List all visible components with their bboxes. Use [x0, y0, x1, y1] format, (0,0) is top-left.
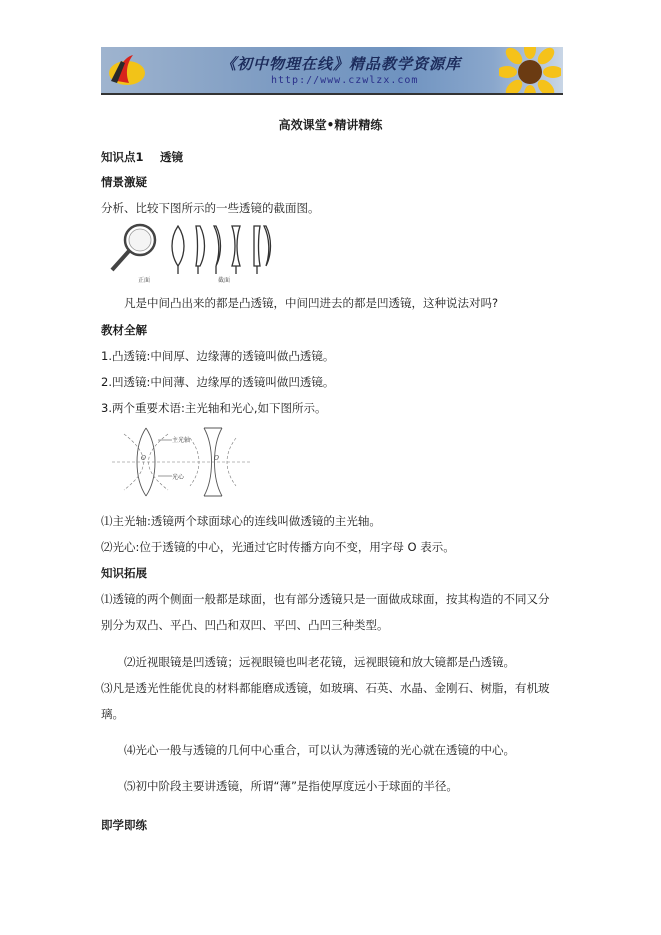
- banner-title: 《初中物理在线》精品教学资源库: [221, 55, 462, 73]
- extension-p3-line1: ⑶凡是透光性能优良的材料都能磨成透镜，如玻璃、石英、水晶、金刚石、树脂，有机玻: [101, 681, 550, 695]
- banner-rule: [101, 93, 563, 95]
- extension-p5: ⑸初中阶段主要讲透镜，所谓“薄”是指使厚度远小于球面的半径。: [124, 779, 458, 793]
- figure1-label-front: 正面: [138, 277, 151, 284]
- textbook-item-1: 1.凸透镜:中间厚、边缘薄的透镜叫做凸透镜。: [101, 349, 335, 363]
- header-banner: [101, 47, 563, 93]
- extension-heading: 知识拓展: [101, 566, 147, 580]
- sunflower-icon: [499, 47, 561, 93]
- textbook-item-3: 3.两个重要术语:主光轴和光心,如下图所示。: [101, 401, 327, 415]
- principal-axis-figure: [110, 424, 252, 500]
- page-title: 高效课堂•精讲精练: [278, 118, 383, 132]
- textbook-heading: 教材全解: [101, 323, 147, 337]
- figure2-label-o2: O: [214, 455, 219, 462]
- banner-url: http://www.czwlzx.com: [271, 75, 419, 86]
- scene-heading: 情景激疑: [101, 175, 147, 189]
- practice-heading: 即学即练: [101, 818, 147, 832]
- extension-p3-line2: 璃。: [101, 707, 124, 721]
- logo-icon: [107, 51, 147, 89]
- extension-p1-line2: 别分为双凸、平凸、凹凸和双凹、平凹、凸凹三种类型。: [101, 618, 389, 632]
- question-text: 凡是中间凸出来的都是凸透镜，中间凹进去的都是凹透镜，这种说法对吗?: [124, 296, 499, 310]
- definition-optical-center: ⑵光心:位于透镜的中心，光通过它时传播方向不变，用字母 O 表示。: [101, 540, 455, 554]
- figure2-label-axis: 主光轴: [172, 437, 191, 444]
- extension-p1-line1: ⑴透镜的两个侧面一般都是球面，也有部分透镜只是一面做成球面，按其构造的不同又分: [101, 592, 550, 606]
- textbook-item-2: 2.凹透镜:中间薄、边缘厚的透镜叫做凹透镜。: [101, 375, 335, 389]
- section-heading-name: 透镜: [160, 150, 183, 164]
- definition-principal-axis: ⑴主光轴:透镜两个球面球心的连线叫做透镜的主光轴。: [101, 514, 381, 528]
- figure2-label-o1: O: [141, 455, 146, 462]
- figure2-label-center: 光心: [172, 474, 185, 481]
- figure1-label-section: 截面: [218, 277, 231, 284]
- section-heading-number: 知识点1: [101, 150, 144, 164]
- lens-cross-section-figure: [108, 222, 278, 284]
- extension-p2: ⑵近视眼镜是凹透镜；远视眼镜也叫老花镜，远视眼镜和放大镜都是凸透镜。: [124, 655, 515, 669]
- scene-text: 分析、比较下图所示的一些透镜的截面图。: [101, 201, 320, 215]
- extension-p4: ⑷光心一般与透镜的几何中心重合，可以认为薄透镜的光心就在透镜的中心。: [124, 743, 515, 757]
